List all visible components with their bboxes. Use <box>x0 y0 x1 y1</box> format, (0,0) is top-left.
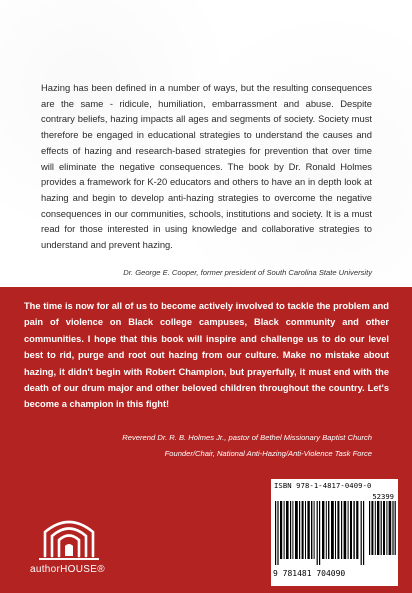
authorhouse-logo-icon <box>34 510 104 570</box>
isbn-barcode <box>271 479 398 586</box>
isbn-digits: 9 781481 704090 <box>273 569 346 578</box>
attribution-holmes-line2: Founder/Chair, National Anti-Hazing/Anti-Violence Task Force <box>164 449 372 458</box>
isbn-label: ISBN 978-1-4817-0409-0 <box>274 481 372 490</box>
endorsement-cooper: Hazing has been defined in a number of ways, but the resulting consequences are the same - ridicule, humiliation, embarrassment and abuse. Despite contrary beliefs, hazing impacts all ages and segments of society. Society must therefore be engaged in educational strategies to understand the causes and effects of hazing and research-based strategies for prevention that over time will eliminate the negative consequences. The book by Dr. Ronald Holmes provides a framework for K-20 educators and others to have an in depth look at hazing and begin to develop anti-hazing strategies to overcome the negative consequences in our communities, schools, institutions and society. It is a must read for those interested in using knowledge and collaborative strategies to understand and prevent hazing. <box>41 82 372 251</box>
price-code: 52399 <box>372 492 394 501</box>
publisher-name: authorHOUSE® <box>30 564 105 575</box>
ean-barcode-bars <box>275 501 365 565</box>
endorsement-holmes: The time is now for all of us to become actively involved to tackle the problem and pain of violence on Black college campuses, Black community and other communities. I hope that this book will inspire and challenge us to do our level best to rid, purge and root out hazing from our culture. Make no mistake about hazing, it didn't begin with Robert Champion, but prayerfully, it must end with the death of our drum major and other beloved children throughout the country. Let's become a champion in this fight! <box>24 301 389 410</box>
attribution-cooper: Dr. George E. Cooper, former president of South Carolina State University <box>123 268 372 277</box>
price-barcode-bars <box>369 501 396 555</box>
attribution-holmes-line1: Reverend Dr. R. B. Holmes Jr., pastor of Bethel Missionary Baptist Church <box>122 433 372 442</box>
top-section <box>0 0 412 287</box>
